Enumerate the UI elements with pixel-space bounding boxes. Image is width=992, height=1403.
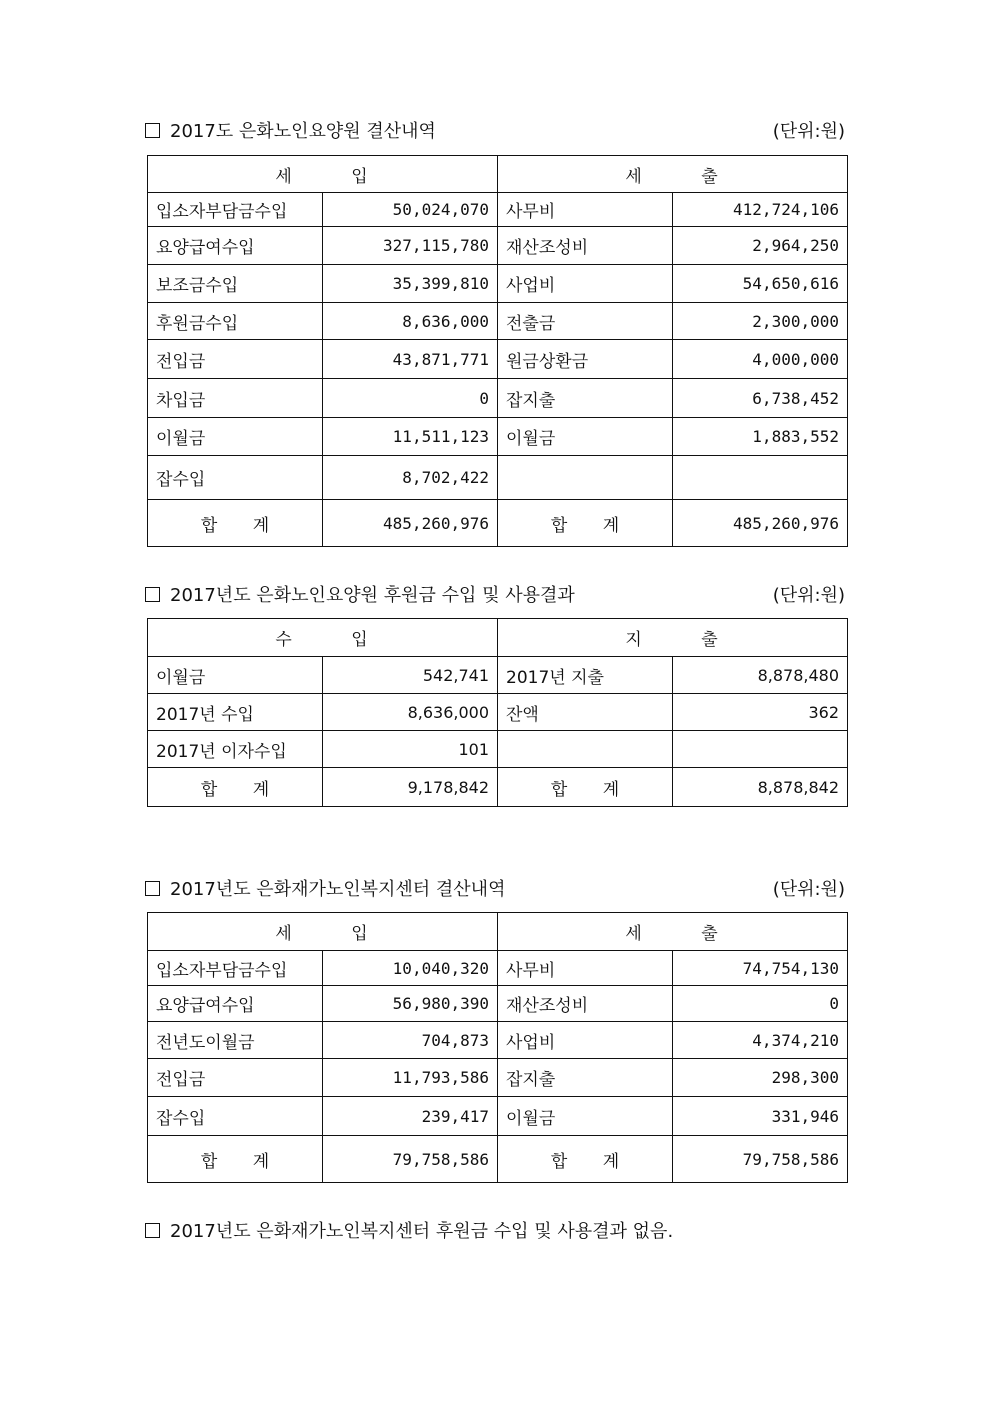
income-value: 0 [323, 379, 498, 418]
checkbox-square-icon [145, 123, 160, 138]
income-label: 후원금수입 [148, 303, 323, 340]
table-row [148, 731, 848, 768]
income-value: 704,873 [323, 1022, 498, 1059]
income-label: 전년도이월금 [148, 1022, 323, 1059]
checkbox-square-icon [145, 881, 160, 896]
income-label: 2017년 이자수입 [148, 731, 323, 768]
table-row [148, 1022, 848, 1059]
total-label: 합 계 [498, 500, 673, 547]
expense-value: 331,946 [673, 1097, 848, 1136]
income-label: 입소자부담금수입 [148, 951, 323, 986]
expense-label: 잡지출 [498, 1059, 673, 1097]
income-header: 수 입 [148, 619, 498, 657]
section1-heading [145, 117, 845, 143]
expense-label: 사업비 [498, 1022, 673, 1059]
section1-title: 2017도 은화노인요양원 결산내역 [170, 121, 436, 142]
income-value: 8,636,000 [323, 303, 498, 340]
expense-header: 세 출 [498, 913, 848, 951]
income-value: 101 [323, 731, 498, 768]
income-label: 보조금수입 [148, 265, 323, 303]
income-label: 요양급여수입 [148, 986, 323, 1022]
expense-value: 2,300,000 [673, 303, 848, 340]
expense-value: 412,724,106 [673, 193, 848, 227]
income-label: 입소자부담금수입 [148, 193, 323, 227]
total-income: 485,260,976 [323, 500, 498, 547]
income-value: 8,702,422 [323, 456, 498, 500]
income-value: 43,871,771 [323, 340, 498, 379]
expense-label: 사업비 [498, 265, 673, 303]
income-value: 11,511,123 [323, 418, 498, 456]
table-row [148, 227, 848, 265]
income-label: 차입금 [148, 379, 323, 418]
section2-table [147, 618, 848, 807]
table-row [148, 694, 848, 731]
expense-value: 54,650,616 [673, 265, 848, 303]
checkbox-square-icon [145, 1223, 160, 1238]
expense-value: 2,964,250 [673, 227, 848, 265]
expense-value: 74,754,130 [673, 951, 848, 986]
income-label: 2017년 수입 [148, 694, 323, 731]
section2-heading [145, 581, 845, 607]
total-row [148, 500, 848, 547]
expense-value: 1,883,552 [673, 418, 848, 456]
total-label: 합 계 [498, 768, 673, 807]
income-value: 35,399,810 [323, 265, 498, 303]
total-income: 9,178,842 [323, 768, 498, 807]
income-label: 전입금 [148, 340, 323, 379]
section2-unit: (단위:원) [772, 585, 845, 606]
section4-title: 2017년도 은화재가노인복지센터 후원금 수입 및 사용결과 없음. [170, 1221, 674, 1242]
income-value: 56,980,390 [323, 986, 498, 1022]
table-row [148, 303, 848, 340]
expense-label: 사무비 [498, 193, 673, 227]
expense-label: 재산조성비 [498, 227, 673, 265]
section3-title: 2017년도 은화재가노인복지센터 결산내역 [170, 879, 506, 900]
section3-unit: (단위:원) [772, 879, 845, 900]
income-header: 세 입 [148, 913, 498, 951]
total-row [148, 1136, 848, 1183]
expense-value: 0 [673, 986, 848, 1022]
section2-title: 2017년도 은화노인요양원 후원금 수입 및 사용결과 [170, 585, 575, 606]
total-expense: 485,260,976 [673, 500, 848, 547]
section1-table [147, 155, 848, 547]
section1-unit: (단위:원) [772, 121, 845, 142]
expense-label: 원금상환금 [498, 340, 673, 379]
income-value: 50,024,070 [323, 193, 498, 227]
expense-value: 8,878,480 [673, 657, 848, 694]
income-label: 이월금 [148, 418, 323, 456]
table-row [148, 1097, 848, 1136]
checkbox-square-icon [145, 587, 160, 602]
income-value: 8,636,000 [323, 694, 498, 731]
total-expense: 8,878,842 [673, 768, 848, 807]
table-row [148, 418, 848, 456]
table-row [148, 657, 848, 694]
table-row [148, 1059, 848, 1097]
income-label: 잡수입 [148, 456, 323, 500]
section4-heading [145, 1217, 845, 1243]
expense-label: 재산조성비 [498, 986, 673, 1022]
income-label: 잡수입 [148, 1097, 323, 1136]
expense-value: 4,374,210 [673, 1022, 848, 1059]
table-row [148, 340, 848, 379]
income-value: 542,741 [323, 657, 498, 694]
income-value: 327,115,780 [323, 227, 498, 265]
expense-value: 298,300 [673, 1059, 848, 1097]
expense-label [498, 731, 673, 768]
total-income: 79,758,586 [323, 1136, 498, 1183]
expense-label [498, 456, 673, 500]
section3-heading [145, 875, 845, 901]
total-expense: 79,758,586 [673, 1136, 848, 1183]
expense-value: 4,000,000 [673, 340, 848, 379]
table-row [148, 951, 848, 986]
table-row [148, 456, 848, 500]
expense-value: 6,738,452 [673, 379, 848, 418]
expense-header: 지 출 [498, 619, 848, 657]
income-value: 239,417 [323, 1097, 498, 1136]
expense-label: 이월금 [498, 418, 673, 456]
expense-value: 362 [673, 694, 848, 731]
income-label: 이월금 [148, 657, 323, 694]
section3-table [147, 912, 848, 1183]
income-label: 요양급여수입 [148, 227, 323, 265]
expense-label: 잡지출 [498, 379, 673, 418]
table-row [148, 986, 848, 1022]
income-label: 전입금 [148, 1059, 323, 1097]
total-label: 합 계 [148, 500, 323, 547]
income-value: 10,040,320 [323, 951, 498, 986]
income-value: 11,793,586 [323, 1059, 498, 1097]
table-row [148, 379, 848, 418]
expense-label: 사무비 [498, 951, 673, 986]
expense-label: 2017년 지출 [498, 657, 673, 694]
total-label: 합 계 [148, 1136, 323, 1183]
total-row [148, 768, 848, 807]
expense-header: 세 출 [498, 156, 848, 193]
total-label: 합 계 [498, 1136, 673, 1183]
income-header: 세 입 [148, 156, 498, 193]
expense-label: 잔액 [498, 694, 673, 731]
expense-value [673, 731, 848, 768]
expense-label: 전출금 [498, 303, 673, 340]
table-row [148, 265, 848, 303]
expense-value [673, 456, 848, 500]
expense-label: 이월금 [498, 1097, 673, 1136]
table-row [148, 193, 848, 227]
total-label: 합 계 [148, 768, 323, 807]
